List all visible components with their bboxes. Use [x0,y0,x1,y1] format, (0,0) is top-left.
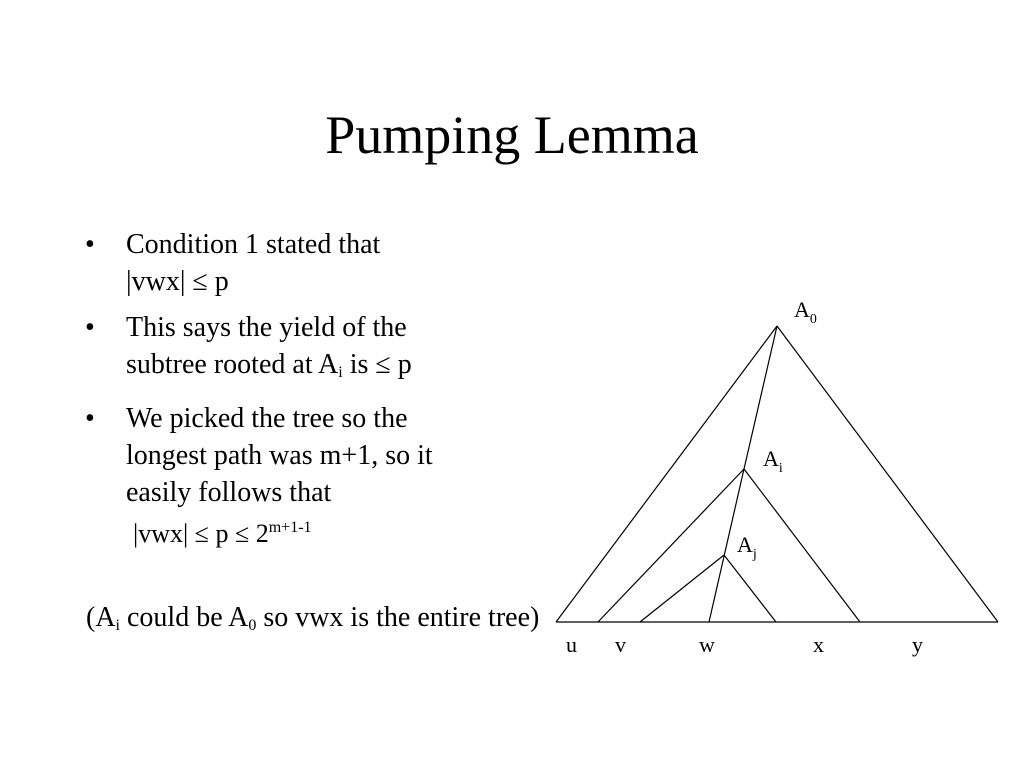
yield-label-u: u [566,632,577,657]
ai-right-edge [744,469,860,622]
bullet-text: easily follows that [126,477,332,508]
page-title: Pumping Lemma [325,105,699,165]
formula-base: |vwx| ≤ p ≤ 2 [133,519,269,548]
node-aj-label: $A_j$ [737,532,757,562]
bullet-dot-icon: • [85,403,95,434]
tree-edges [556,326,998,622]
yield-label-w: w [699,632,715,657]
bullet-dot-icon: • [85,312,95,343]
note-part: so vwx is the entire tree) [256,602,540,633]
note-part: (A [86,602,116,633]
yield-label-x: x [813,632,824,657]
root-left-edge [556,326,777,622]
aj-right-edge [724,555,776,622]
subscript: 0 [248,617,257,634]
yield-label-v: v [615,632,626,657]
bullet-text: longest path was m+1, so it [126,440,433,471]
node-ai-label: $A_i$ [763,446,783,476]
root-right-edge [777,326,998,622]
bullet-text: |vwx| ≤ p [126,266,229,297]
bullet-text: Condition 1 stated that [126,229,381,260]
bullet-text: This says the yield of the [126,312,407,343]
bullet-text: subtree rooted at A [126,349,339,380]
bullet-text: is ≤ p [342,349,412,380]
bullet-dot-icon: • [85,229,95,260]
node-a0-label: $A_0$ [794,297,817,327]
bullet-text: We picked the tree so the [126,403,408,434]
ai-left-edge [598,469,744,622]
formula-exponent: m+1-1 [268,519,312,536]
subscript: i [115,617,120,634]
subscript: i [338,364,343,381]
yield-label-y: y [912,632,923,657]
note-part: could be A [120,602,249,633]
